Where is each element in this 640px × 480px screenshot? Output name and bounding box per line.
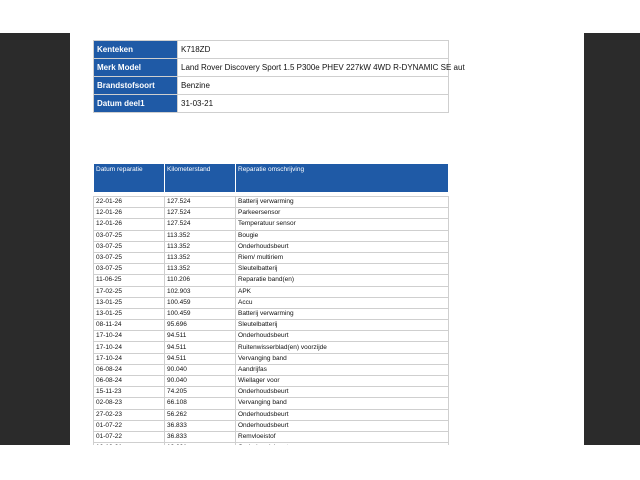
repair-row [94,264,449,275]
document-page [70,33,584,445]
repair-mileage: 56.262 [165,409,236,420]
repair-mileage: 36.833 [165,420,236,431]
repair-description: Parkeersensor [236,208,449,219]
repair-description: Onderhoudsbeurt [236,387,449,398]
repair-date: 27-02-23 [94,409,165,420]
repair-mileage: 113.352 [165,264,236,275]
repair-date: 13-01-25 [94,297,165,308]
repair-mileage: 94.511 [165,331,236,342]
repair-date: 06-08-24 [94,376,165,387]
repair-description: Wiellager voor [236,376,449,387]
repair-date: 01-07-22 [94,431,165,442]
repair-description: Accu [236,297,449,308]
repair-date: 06-08-24 [94,364,165,375]
repair-description: Remvloeistof [236,431,449,442]
repair-description: Temperatuur sensor [236,219,449,230]
repair-mileage: 95.696 [165,320,236,331]
repair-mileage: 100.459 [165,297,236,308]
repair-row [94,353,449,364]
repair-description: Sleutelbatterij [236,320,449,331]
repair-mileage: 36.833 [165,431,236,442]
repair-description: Sleutelbatterij [236,264,449,275]
repair-date: 12-01-26 [94,219,165,230]
repair-row [94,241,449,252]
repair-description: Batterij verwarming [236,308,449,319]
repair-description: Reparatie band(en) [236,275,449,286]
repair-description: Batterij verwarming [236,197,449,208]
viewer-bottom-area [0,445,640,480]
repair-date: 15-11-23 [94,387,165,398]
repair-mileage: 90.040 [165,376,236,387]
info-value: Land Rover Discovery Sport 1.5 P300e PHEV 227kW 4WD R-DYNAMIC SE aut [178,59,449,77]
repair-row [94,320,449,331]
header-mileage: Kilometerstand [165,164,236,193]
repair-date: 01-07-22 [94,420,165,431]
repair-row [94,398,449,409]
repair-description: Vervanging band [236,353,449,364]
header-description: Reparatie omschrijving [236,164,449,193]
repair-mileage: 127.524 [165,219,236,230]
repair-description: APK [236,286,449,297]
repair-date: 17-10-24 [94,331,165,342]
repair-mileage: 113.352 [165,241,236,252]
repair-description: Onderhoudsbeurt [236,409,449,420]
repair-mileage: 127.524 [165,208,236,219]
info-value: 31-03-21 [178,95,449,113]
repair-description: Onderhoudsbeurt [236,420,449,431]
repair-date: 13-01-25 [94,308,165,319]
repair-description: Aandrijfas [236,364,449,375]
repair-description: Onderhoudsbeurt [236,331,449,342]
info-row [94,41,449,59]
repair-row [94,431,449,442]
repair-row [94,275,449,286]
info-value: Benzine [178,77,449,95]
repair-header-row [94,164,449,193]
info-label: Merk Model [94,59,178,77]
repair-row [94,297,449,308]
repair-row [94,286,449,297]
repair-description: Bougie [236,230,449,241]
repair-date: 12-01-26 [94,208,165,219]
repair-description: Onderhoudsbeurt [236,241,449,252]
viewer-right-margin [584,33,640,445]
info-value: K718ZD [178,41,449,59]
repair-row [94,420,449,431]
vehicle-info-table [93,40,465,113]
repair-row [94,208,449,219]
repair-row [94,409,449,420]
repair-date: 17-02-25 [94,286,165,297]
header-date: Datum reparatie [94,164,165,193]
repair-date: 03-07-25 [94,230,165,241]
repair-row [94,197,449,208]
repair-mileage: 113.352 [165,230,236,241]
repair-row [94,230,449,241]
repair-row [94,331,449,342]
viewer-left-margin [0,33,70,445]
info-row [94,59,449,77]
repair-row [94,364,449,375]
info-label: Datum deel1 [94,95,178,113]
repair-mileage: 94.511 [165,353,236,364]
repair-date: 22-01-26 [94,197,165,208]
repair-date: 17-10-24 [94,353,165,364]
info-label: Kenteken [94,41,178,59]
repair-row [94,308,449,319]
repair-date: 03-07-25 [94,241,165,252]
repair-mileage: 110.206 [165,275,236,286]
repair-row [94,342,449,353]
repair-mileage: 127.524 [165,197,236,208]
repair-history-table [93,163,449,454]
repair-mileage: 90.040 [165,364,236,375]
info-row [94,95,449,113]
repair-date: 17-10-24 [94,342,165,353]
repair-row [94,252,449,263]
info-row [94,77,449,95]
repair-date: 03-07-25 [94,264,165,275]
repair-row [94,376,449,387]
repair-date: 11-06-25 [94,275,165,286]
repair-description: Ruitenwisserblad(en) voorzijde [236,342,449,353]
repair-mileage: 113.352 [165,252,236,263]
repair-description: Vervanging band [236,398,449,409]
info-label: Brandstofsoort [94,77,178,95]
repair-mileage: 100.459 [165,308,236,319]
repair-row [94,387,449,398]
repair-date: 02-08-23 [94,398,165,409]
repair-mileage: 94.511 [165,342,236,353]
repair-row [94,219,449,230]
repair-date: 03-07-25 [94,252,165,263]
repair-date: 08-11-24 [94,320,165,331]
repair-mileage: 102.903 [165,286,236,297]
repair-mileage: 66.108 [165,398,236,409]
repair-description: Riem/ multiriem [236,252,449,263]
repair-mileage: 74.205 [165,387,236,398]
